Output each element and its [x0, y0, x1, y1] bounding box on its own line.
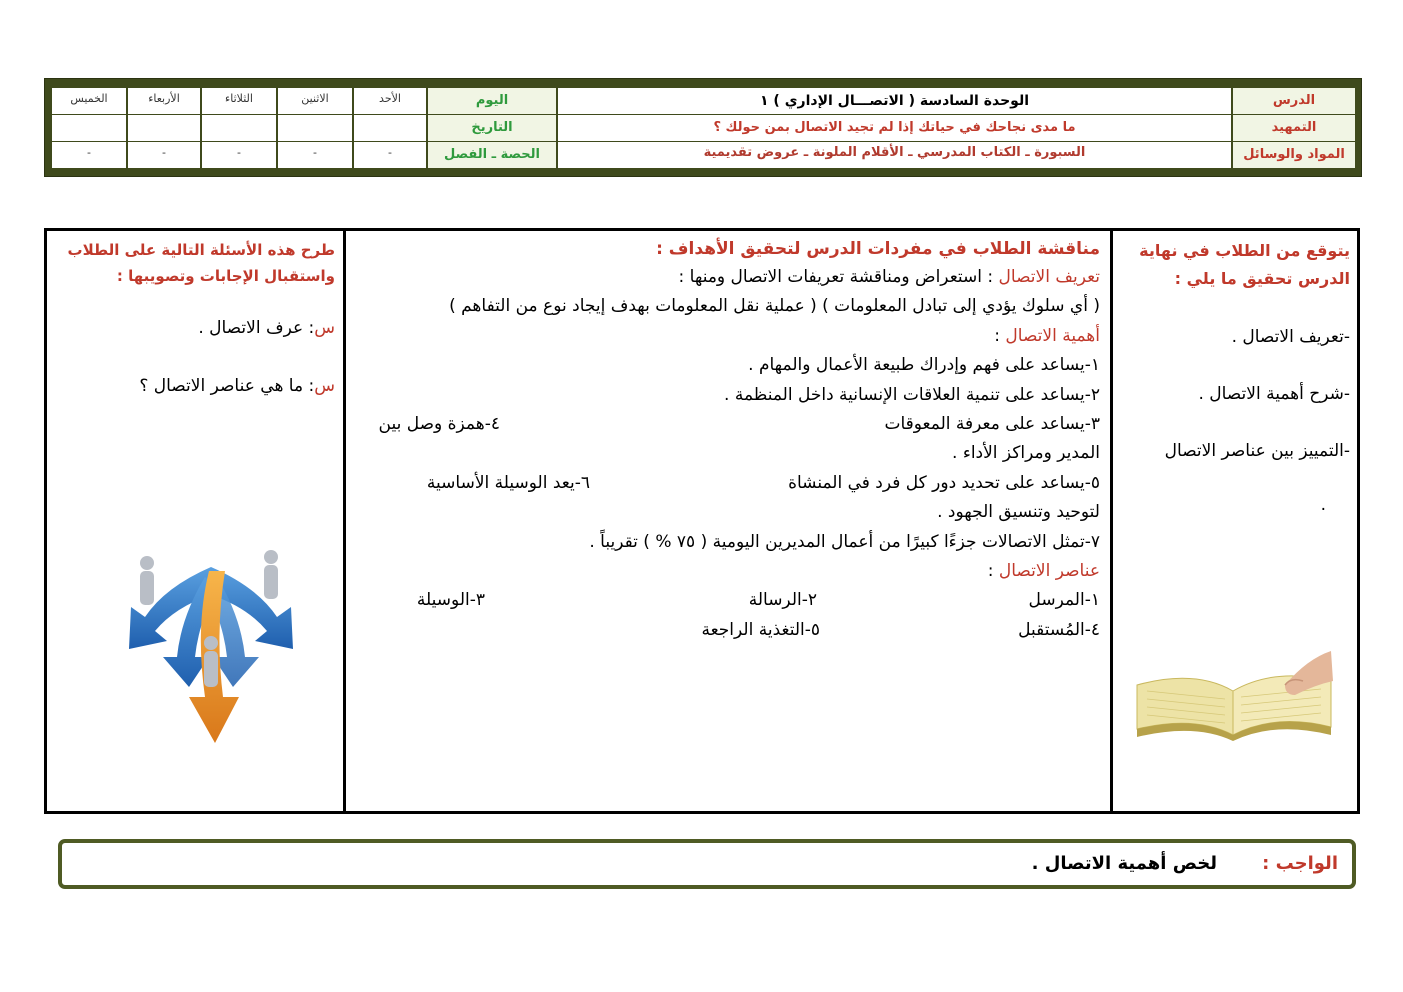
elements-label: عناصر الاتصال: [998, 560, 1100, 581]
definition-text: ( أي سلوك يؤدي إلى تبادل المعلومات ) ( عملية نقل المعلومات بهدف إيجاد نوع من التفاهم ): [449, 296, 1100, 317]
objectives-heading: يتوقع من الطلاب في نهاية الدرس تحقيق ما يلي :: [1139, 241, 1350, 288]
period-cell: -: [52, 142, 126, 168]
importance-item: ٥-يساعد على تحديد دور كل فرد في المنشاة: [788, 472, 1100, 493]
date-cell: [52, 115, 126, 141]
questions-column: [47, 231, 343, 811]
importance-row: [352, 410, 1100, 439]
definition-intro: : استعراض ومناقشة تعريفات الاتصال ومنها :: [678, 267, 999, 287]
elements-line: [352, 557, 1100, 586]
day-tuesday: الثلاثاء: [202, 88, 276, 114]
objective-item: -التمييز بين عناصر الاتصال: [1164, 441, 1350, 461]
communication-arrows-image: [125, 537, 297, 749]
materials-list: السبورة ـ الكتاب المدرسي ـ الأقلام الملونة ـ عروض تقديمية: [558, 142, 1231, 168]
homework-label: الواجب :: [1262, 853, 1338, 874]
lesson-title: الوحدة السادسة ( الاتصـــال الإداري ) ١: [558, 88, 1231, 114]
header-row-intro: [52, 115, 1355, 141]
element-item: ٤-المُستقبل: [1018, 619, 1100, 640]
importance-row: [352, 469, 1100, 498]
intro-question: ما مدى نجاحك في حياتك إذا لم تجيد الاتصال بمن حولك ؟: [558, 115, 1231, 141]
date-cell: [278, 115, 352, 141]
header-row-materials: [52, 142, 1355, 168]
question-text: : عرف الاتصال .: [198, 318, 315, 338]
discussion-heading: مناقشة الطلاب في مفردات الدرس لتحقيق الأهداف :: [656, 239, 1100, 259]
homework-text: لخص أهمية الاتصال .: [1031, 853, 1217, 874]
objective-item: -شرح أهمية الاتصال .: [1198, 384, 1350, 404]
materials-label: المواد والوسائل: [1233, 142, 1355, 168]
period-cell: -: [202, 142, 276, 168]
importance-item: ٦-يعد الوسيلة الأساسية: [426, 472, 590, 493]
elements-row: [352, 586, 1100, 615]
question-item: [51, 373, 335, 399]
period-label: الحصة ـ الفصل: [428, 142, 556, 168]
questions-heading: طرح هذه الأسئلة التالية على الطلاب واستقبال الإجابات وتصويبها :: [67, 241, 335, 285]
day-wednesday: الأربعاء: [128, 88, 200, 114]
book-reading-image: [1135, 651, 1333, 741]
importance-item-cont: لتوحيد وتنسيق الجهود .: [937, 502, 1100, 523]
day-label: اليوم: [428, 88, 556, 114]
date-cell: [202, 115, 276, 141]
day-monday: الاثنين: [278, 88, 352, 114]
day-thursday: الخميس: [52, 88, 126, 114]
element-item: ٥-التغذية الراجعة: [701, 619, 820, 640]
discussion-column: [346, 231, 1110, 811]
question-prefix: س: [314, 376, 335, 396]
period-cell: -: [354, 142, 426, 168]
importance-item: ٣-يساعد على معرفة المعوقات: [884, 413, 1100, 434]
header-row-lesson: [52, 88, 1355, 114]
definition-line: [352, 263, 1100, 292]
importance-item-cont: المدير ومراكز الأداء .: [952, 443, 1100, 464]
importance-item: ٢-يساعد على تنمية العلاقات الإنسانية داخل المنظمة .: [724, 384, 1100, 405]
importance-item: ٤-همزة وصل بين: [378, 413, 500, 434]
objectives-column: [1113, 231, 1360, 811]
question-prefix: س: [314, 318, 335, 338]
intro-label: التمهيد: [1233, 115, 1355, 141]
lesson-label: الدرس: [1233, 88, 1355, 114]
importance-item: ٧-تمثل الاتصالات جزءًا كبيرًا من أعمال المديرين اليومية ( ٧٥ % ) تقريباً .: [589, 531, 1100, 552]
element-item: ٣-الوسيلة: [416, 590, 485, 611]
objective-item: -تعريف الاتصال .: [1231, 327, 1350, 347]
lesson-header-table: [44, 78, 1362, 177]
homework-box: [58, 839, 1356, 889]
importance-item: ١-يساعد على فهم وإدراك طبيعة الأعمال والمهام .: [748, 355, 1100, 376]
date-cell: [354, 115, 426, 141]
elements-colon: :: [987, 560, 999, 581]
period-cell: -: [128, 142, 200, 168]
elements-row: [352, 616, 1100, 645]
day-sunday: الأحد: [354, 88, 426, 114]
objective-trailing-dot: .: [1320, 495, 1326, 515]
question-text: : ما هي عناصر الاتصال ؟: [139, 376, 315, 396]
period-cell: -: [278, 142, 352, 168]
date-label: التاريخ: [428, 115, 556, 141]
date-cell: [128, 115, 200, 141]
element-item: ١-المرسل: [1028, 590, 1100, 611]
importance-line: [352, 322, 1100, 351]
lesson-body-table: [44, 228, 1360, 814]
question-item: [51, 315, 335, 341]
element-item: ٢-الرسالة: [748, 590, 817, 611]
importance-label: أهمية الاتصال: [1005, 325, 1100, 346]
definition-label: تعريف الاتصال: [998, 267, 1100, 287]
importance-colon: :: [994, 325, 1006, 346]
